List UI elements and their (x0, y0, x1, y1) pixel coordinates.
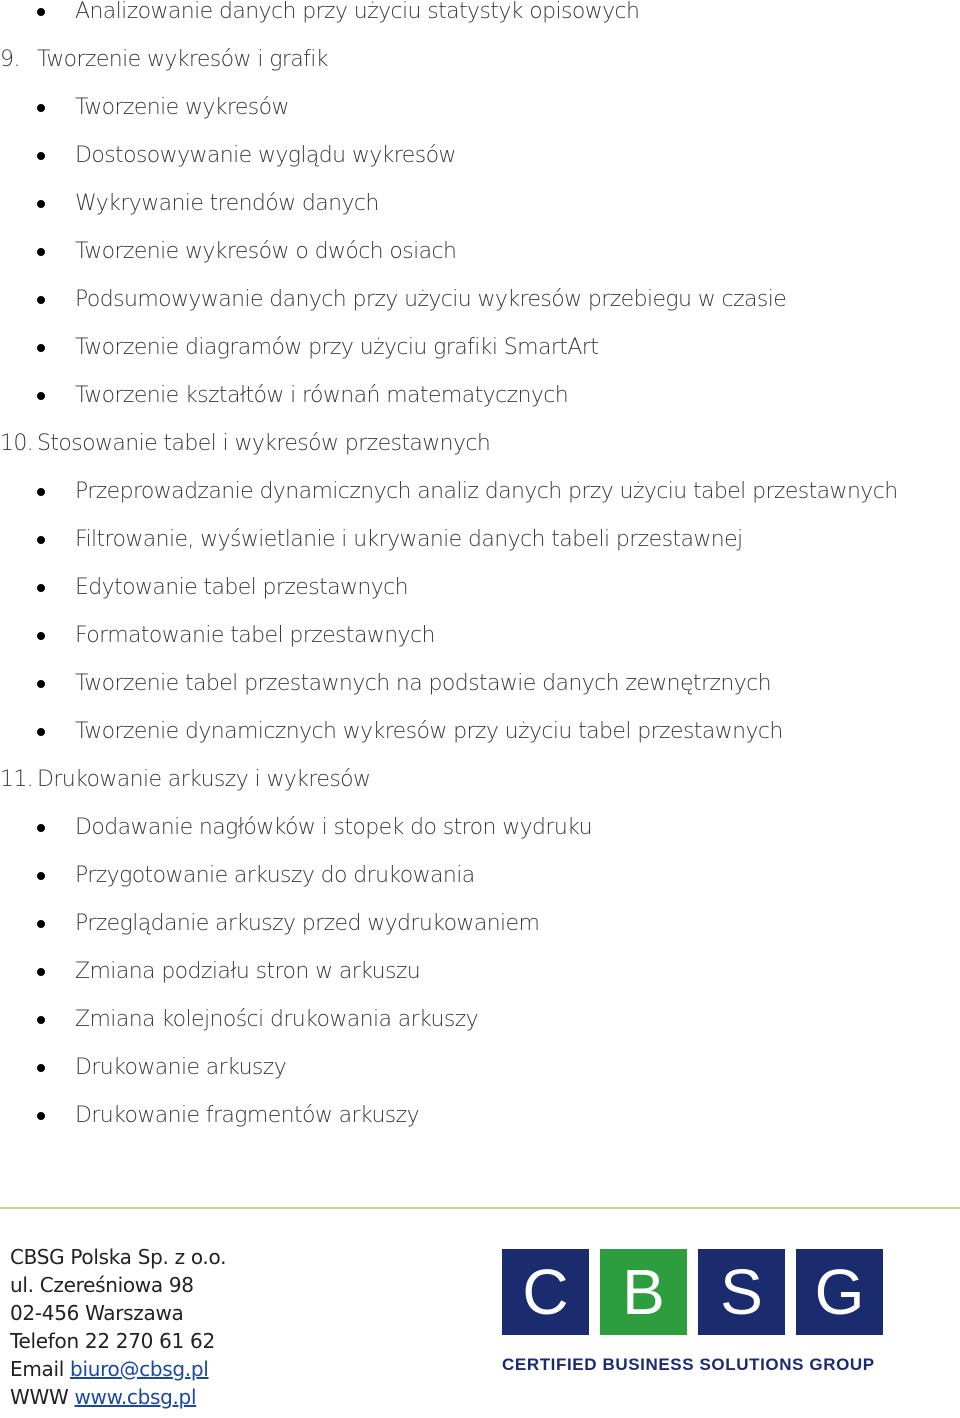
logo-tile-g: G (796, 1249, 883, 1335)
bullet-text: Drukowanie fragmentów arkuszy (75, 1103, 420, 1128)
bullet-text: Drukowanie arkuszy (75, 1055, 287, 1080)
logo-tile-s: S (698, 1249, 785, 1335)
street-address: ul. Czereśniowa 98 (10, 1273, 194, 1297)
email-line (10, 1355, 226, 1383)
bullet-dot-icon (37, 1064, 45, 1072)
bullet-dot-icon (37, 392, 45, 400)
bullet-dot-icon (37, 632, 45, 640)
bullet-dot-icon (37, 920, 45, 928)
bullet-text: Przygotowanie arkuszy do drukowania (75, 863, 475, 888)
bullet-dot-icon (37, 728, 45, 736)
bullet-dot-icon (37, 536, 45, 544)
city-address: 02-456 Warszawa (10, 1301, 184, 1325)
bullet-text: Podsumowywanie danych przy użyciu wykresów przebiegu w czasie (75, 287, 787, 312)
bullet-dot-icon (37, 344, 45, 352)
bullet-text: Przeprowadzanie dynamicznych analiz danych przy użyciu tabel przestawnych (75, 479, 898, 504)
section-title: Drukowanie arkuszy i wykresów (37, 767, 371, 792)
bullet-dot-icon (37, 872, 45, 880)
bullet-text: Filtrowanie, wyświetlanie i ukrywanie danych tabeli przestawnej (75, 527, 743, 552)
bullet-dot-icon (37, 680, 45, 688)
bullet-dot-icon (37, 488, 45, 496)
bullet-dot-icon (37, 104, 45, 112)
bullet-text: Tworzenie wykresów o dwóch osiach (75, 239, 457, 264)
bullet-dot-icon (37, 152, 45, 160)
www-line (10, 1383, 226, 1411)
bullet-text: Zmiana podziału stron w arkuszu (75, 959, 421, 984)
bullet-text: Tworzenie tabel przestawnych na podstawie danych zewnętrznych (75, 671, 771, 696)
bullet-dot-icon (37, 248, 45, 256)
section-number: 10. (0, 431, 34, 456)
bullet-dot-icon (37, 200, 45, 208)
cbsg-logo (487, 1233, 911, 1403)
bullet-dot-icon (37, 824, 45, 832)
company-name: CBSG Polska Sp. z o.o. (10, 1245, 227, 1269)
footer-divider (0, 1207, 960, 1209)
bullet-text: Tworzenie kształtów i równań matematycznych (75, 383, 569, 408)
email-label: Email (10, 1357, 71, 1381)
website-link[interactable]: www.cbsg.pl (74, 1385, 197, 1409)
logo-tile-b: B (600, 1249, 687, 1335)
section-title: Stosowanie tabel i wykresów przestawnych (37, 431, 491, 456)
section-number: 9. (0, 47, 20, 72)
bullet-text: Analizowanie danych przy użyciu statystyk opisowych (75, 0, 640, 24)
bullet-dot-icon (37, 296, 45, 304)
bullet-text: Edytowanie tabel przestawnych (75, 575, 408, 600)
bullet-dot-icon (37, 1112, 45, 1120)
logo-tile-c: C (502, 1249, 589, 1335)
bullet-text: Przeglądanie arkuszy przed wydrukowaniem (75, 911, 540, 936)
bullet-dot-icon (37, 8, 45, 16)
footer-contact (10, 1243, 226, 1411)
bullet-text: Tworzenie dynamicznych wykresów przy użyciu tabel przestawnych (75, 719, 783, 744)
bullet-text: Wykrywanie trendów danych (75, 191, 379, 216)
bullet-dot-icon (37, 584, 45, 592)
email-link[interactable]: biuro@cbsg.pl (70, 1357, 209, 1381)
bullet-text: Tworzenie wykresów (75, 95, 289, 120)
phone-number: Telefon 22 270 61 62 (10, 1329, 215, 1353)
bullet-dot-icon (37, 968, 45, 976)
www-label: WWW (10, 1385, 75, 1409)
bullet-text: Tworzenie diagramów przy użyciu grafiki SmartArt (75, 335, 599, 360)
bullet-text: Zmiana kolejności drukowania arkuszy (75, 1007, 479, 1032)
bullet-text: Dodawanie nagłówków i stopek do stron wydruku (75, 815, 592, 840)
bullet-text: Dostosowywanie wyglądu wykresów (75, 143, 456, 168)
bullet-text: Formatowanie tabel przestawnych (75, 623, 435, 648)
logo-tagline: CERTIFIED BUSINESS SOLUTIONS GROUP (502, 1355, 875, 1374)
section-title: Tworzenie wykresów i grafik (37, 47, 328, 72)
bullet-dot-icon (37, 1016, 45, 1024)
section-number: 11. (0, 767, 34, 792)
